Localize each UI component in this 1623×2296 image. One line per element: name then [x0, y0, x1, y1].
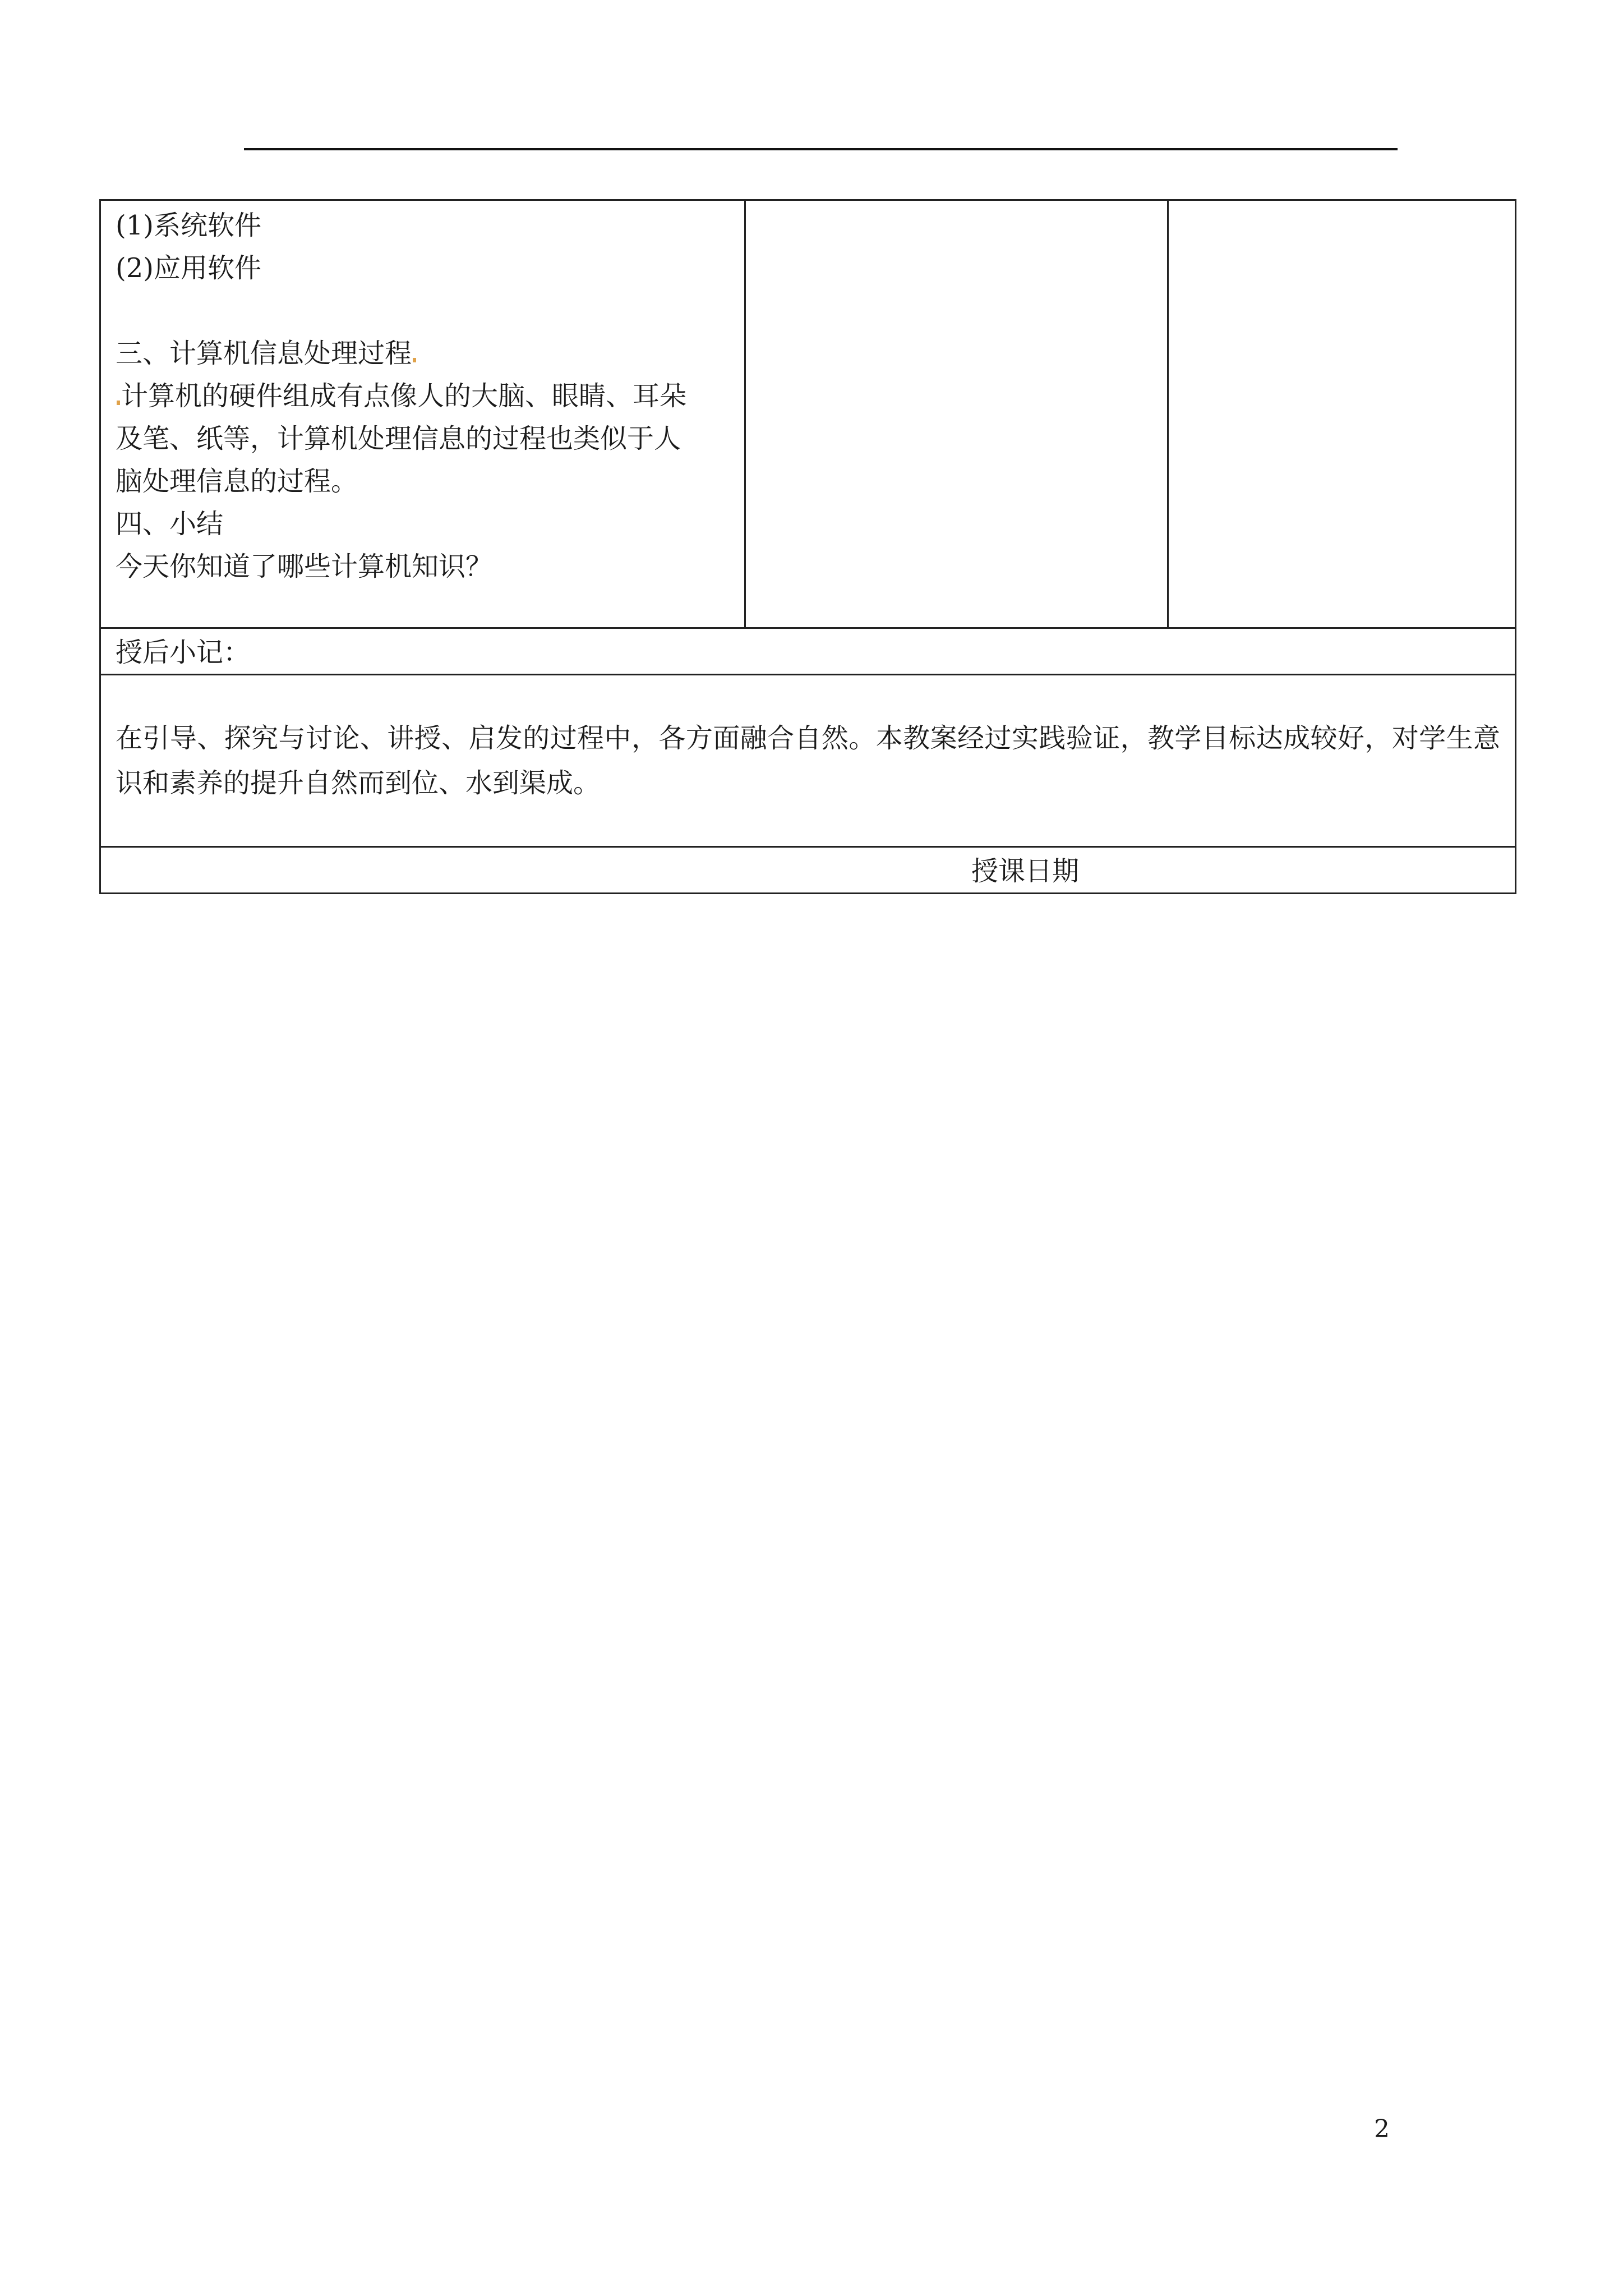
- content-row: [100, 200, 1516, 628]
- date-label: 授课日期: [971, 855, 1080, 887]
- right-column-cell: [1168, 200, 1516, 628]
- lesson-plan-table: [99, 199, 1516, 894]
- notes-body-cell: [100, 675, 1516, 847]
- notes-label-cell: [100, 628, 1516, 675]
- edit-marker-icon: [413, 358, 416, 362]
- edit-marker-icon: [117, 401, 120, 405]
- summary-question: 今天你知道了哪些计算机知识？: [116, 551, 493, 582]
- software-item-application: (2)应用软件: [116, 252, 261, 284]
- paragraph-line: [116, 375, 731, 417]
- paragraph-line-text: 计算机的硬件组成有点像人的大脑、眼睛、耳朵: [121, 380, 687, 412]
- footer-row: [100, 847, 1516, 894]
- section-heading-info-processing: [116, 332, 731, 375]
- notes-body-row: [100, 675, 1516, 847]
- section-heading-summary: 四、小结: [116, 508, 224, 540]
- paragraph-line: 脑处理信息的过程。: [116, 466, 358, 497]
- notes-label: 授后小记：: [116, 637, 251, 668]
- notes-label-row: [100, 628, 1516, 675]
- lesson-content-cell: [100, 200, 745, 628]
- middle-column-cell: [745, 200, 1168, 628]
- paragraph-line: 及笔、纸等，计算机处理信息的过程也类似于人: [116, 423, 681, 454]
- date-cell: [100, 847, 1516, 894]
- page-number: 2: [1374, 2115, 1390, 2143]
- notes-body: 在引导、探究与讨论、讲授、启发的过程中，各方面融合自然。本教案经过实践验证，教学目标达成较好，对学生意识和素养的提升自然而到位、水到渠成。: [116, 723, 1500, 799]
- section-heading-text: 三、计算机信息处理过程: [116, 338, 412, 369]
- blank-line: [116, 289, 731, 332]
- software-item-system: (1)系统软件: [116, 210, 261, 241]
- header-rule: [244, 148, 1398, 150]
